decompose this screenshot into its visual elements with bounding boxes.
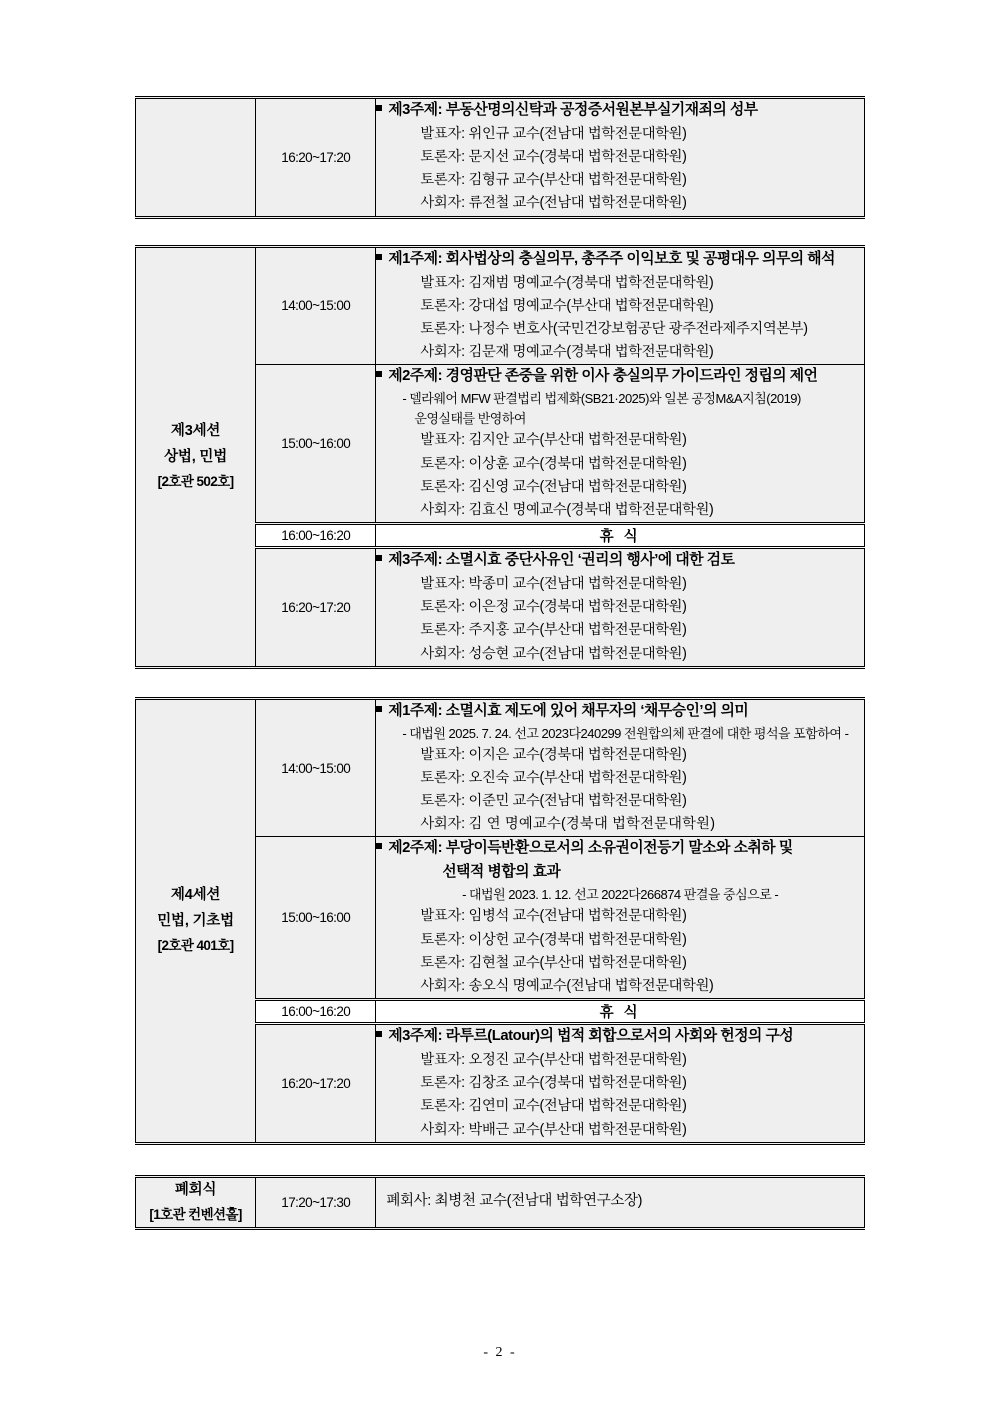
- square-bullet-icon: [376, 706, 382, 712]
- person-line: [376, 975, 864, 998]
- content-cell: [376, 837, 865, 1000]
- person-line: [376, 192, 864, 215]
- content-cell: [376, 98, 865, 218]
- session-label-cell: [136, 698, 256, 1143]
- table-session4: [135, 697, 865, 1145]
- person-role: 발표자:: [420, 1052, 465, 1069]
- person-role: 토론자:: [420, 769, 465, 786]
- table-row: [136, 1176, 865, 1228]
- topic-subtitle: - 대법원 2025. 7. 24. 선고 2023다240299 전원합의체 판결에 대한 평석을 포함하여 -: [402, 725, 849, 741]
- square-bullet-icon: [376, 1031, 382, 1037]
- person-line: [376, 596, 864, 619]
- person-role: 토론자:: [420, 320, 465, 337]
- person-role: 사회자:: [420, 977, 465, 994]
- content-cell: [376, 1024, 865, 1144]
- person-line: [376, 1119, 864, 1142]
- closing-title: 폐회식: [174, 1181, 217, 1198]
- person-role: 토론자:: [420, 1098, 465, 1115]
- person-line: [376, 341, 864, 364]
- time-cell: 16:20~17:20: [256, 548, 376, 668]
- person-line: [376, 929, 864, 952]
- person-name: 박종미 교수(전남대 법학전문대학원): [468, 576, 687, 593]
- person-name: 류전철 교수(전남대 법학전문대학원): [468, 195, 687, 212]
- person-name: 이은정 교수(경북대 법학전문대학원): [468, 599, 687, 616]
- person-line: [376, 952, 864, 975]
- person-line: [376, 1049, 864, 1072]
- person-role: 발표자:: [420, 908, 465, 925]
- person-line: [376, 429, 864, 452]
- time-cell: 16:00~16:20: [256, 524, 376, 548]
- content-cell: [376, 365, 865, 524]
- person-name: 강대섭 명예교수(부산대 법학전문대학원): [468, 297, 714, 314]
- topic-text: 제3주제: 라투르(Latour)의 법적 회합으로서의 사회와 헌정의 구성: [388, 1028, 794, 1045]
- person-line: [376, 499, 864, 522]
- time-cell: 14:00~15:00: [256, 698, 376, 837]
- person-name: 김형규 교수(부산대 법학전문대학원): [468, 172, 687, 189]
- time-cell: 16:20~17:20: [256, 1024, 376, 1144]
- person-line: [376, 813, 864, 836]
- person-role: 토론자:: [420, 793, 465, 810]
- person-name: 송오식 명예교수(전남대 법학전문대학원): [468, 977, 714, 994]
- topic-line: [376, 99, 864, 123]
- person-role: 발표자:: [420, 274, 465, 291]
- closing-label-cell: [136, 1176, 256, 1228]
- person-role: 토론자:: [420, 599, 465, 616]
- topic-text: 제1주제: 소멸시효 제도에 있어 채무자의 ‘채무승인’의 의미: [388, 702, 749, 719]
- person-role: 사회자:: [420, 344, 465, 361]
- schedule-table-session4: [135, 697, 865, 1145]
- person-name: 김창조 교수(경북대 법학전문대학원): [468, 1075, 687, 1092]
- subtitle-text: - 델라웨어 MFW 판결법리 법제화(SB21·2025)와 일본 공정M&A지침(2019): [402, 391, 801, 407]
- square-bullet-icon: [376, 371, 382, 377]
- person-name: 성승현 교수(전남대 법학전문대학원): [468, 645, 687, 662]
- session-title: 제4세션: [170, 887, 221, 904]
- person-role: 발표자:: [420, 432, 465, 449]
- person-line: [376, 272, 864, 295]
- time-cell: 15:00~16:00: [256, 837, 376, 1000]
- topic-line: [376, 1025, 864, 1049]
- time-cell: 15:00~16:00: [256, 365, 376, 524]
- person-role: 발표자:: [420, 576, 465, 593]
- session-label-cell: [136, 98, 256, 218]
- person-role: 토론자:: [420, 172, 465, 189]
- person-line: [376, 643, 864, 666]
- content-cell: [376, 246, 865, 365]
- table-session3: [135, 245, 865, 669]
- topic-text: 제3주제: 소멸시효 중단사유인 ‘권리의 행사’에 대한 검토: [388, 552, 735, 569]
- topic-subtitle: [376, 389, 864, 429]
- person-role: 토론자:: [420, 931, 465, 948]
- session-title: 제3세션: [170, 423, 221, 440]
- table-closing: [135, 1175, 865, 1230]
- person-name: 오정진 교수(부산대 법학전문대학원): [468, 1052, 687, 1069]
- topic-line: [376, 549, 864, 573]
- person-name: 김효신 명예교수(경북대 법학전문대학원): [468, 501, 714, 518]
- person-line: [376, 573, 864, 596]
- session-subject: 민법, 기초법: [157, 912, 234, 929]
- person-role: 발표자:: [420, 746, 465, 763]
- topic-text: 제2주제: 부당이득반환으로서의 소유권이전등기 말소와 소취하 및: [388, 840, 793, 857]
- page-number: - 2 -: [483, 1345, 517, 1360]
- person-role: 사회자:: [420, 645, 465, 662]
- person-role: 토론자:: [420, 478, 465, 495]
- person-role: 토론자:: [420, 1075, 465, 1092]
- topic-subtitle: - 대법원 2023. 1. 12. 선고 2022다266874 판결을 중심으로 -: [462, 887, 779, 903]
- square-bullet-icon: [376, 843, 382, 849]
- time-cell: 16:20~17:20: [256, 98, 376, 218]
- person-name: 이지은 교수(경북대 법학전문대학원): [468, 746, 687, 763]
- topic-text: 제3주제: 부동산명의신탁과 공정증서원본부실기재죄의 성부: [388, 102, 758, 118]
- content-cell: [376, 548, 865, 668]
- table-row: [136, 698, 865, 837]
- person-name: 주지홍 교수(부산대 법학전문대학원): [468, 622, 687, 639]
- topic-text: 제2주제: 경영판단 존중을 위한 이사 충실의무 가이드라인 정립의 제언: [388, 368, 818, 385]
- topic-line: [376, 365, 864, 389]
- person-role: 사회자:: [420, 195, 465, 212]
- time-cell: 16:00~16:20: [256, 1000, 376, 1024]
- time-cell: 14:00~15:00: [256, 246, 376, 365]
- person-name: 이상훈 교수(경북대 법학전문대학원): [468, 455, 687, 472]
- person-name: 위인규 교수(전남대 법학전문대학원): [468, 125, 687, 142]
- closing-room: [1호관 컨벤션홀]: [149, 1207, 242, 1223]
- person-name: 오진숙 교수(부산대 법학전문대학원): [468, 769, 687, 786]
- session-subject: 상법, 민법: [164, 448, 228, 465]
- person-name: 김문재 명예교수(경북대 법학전문대학원): [468, 344, 714, 361]
- person-line: [376, 905, 864, 928]
- person-line: [376, 1072, 864, 1095]
- square-bullet-icon: [376, 555, 382, 561]
- person-line: [376, 476, 864, 499]
- person-role: 토론자:: [420, 455, 465, 472]
- person-name: 임병석 교수(전남대 법학전문대학원): [468, 908, 687, 925]
- person-role: 사회자:: [420, 501, 465, 518]
- person-role: 사회자:: [420, 1121, 465, 1138]
- table-row: [136, 98, 865, 218]
- topic-line: [376, 700, 864, 724]
- topic-line: [376, 837, 864, 861]
- person-role: 토론자:: [420, 149, 465, 166]
- person-name: 김신영 교수(전남대 법학전문대학원): [468, 478, 687, 495]
- person-name: 김 연 명예교수(경북대 법학전문대학원): [468, 816, 716, 833]
- program-page: [135, 0, 865, 1403]
- topic-line: [376, 248, 864, 272]
- person-line: [376, 1095, 864, 1118]
- person-line: [376, 619, 864, 642]
- schedule-table-session3: [135, 245, 865, 669]
- person-line: [376, 123, 864, 146]
- person-line: [376, 146, 864, 169]
- schedule-table-continuation: [135, 96, 865, 219]
- session-room: [2호관 502호]: [157, 474, 234, 490]
- session-room: [2호관 401호]: [157, 938, 234, 954]
- break-label: 휴 식: [376, 524, 865, 548]
- person-line: [376, 295, 864, 318]
- person-role: 토론자:: [420, 297, 465, 314]
- person-line: [376, 790, 864, 813]
- session-label-cell: [136, 246, 256, 667]
- person-name: 박배근 교수(부산대 법학전문대학원): [468, 1121, 687, 1138]
- square-bullet-icon: [376, 254, 382, 260]
- person-line: [376, 453, 864, 476]
- table-row: [136, 246, 865, 365]
- topic-text: 제1주제: 회사법상의 충실의무, 총주주 이익보호 및 공평대우 의무의 해석: [388, 250, 835, 267]
- person-line: [376, 318, 864, 341]
- content-cell: [376, 698, 865, 837]
- time-cell: 17:20~17:30: [256, 1176, 376, 1228]
- person-role: 사회자:: [420, 816, 465, 833]
- person-name: 김연미 교수(전남대 법학전문대학원): [468, 1098, 687, 1115]
- person-name: 김재범 명예교수(경북대 법학전문대학원): [468, 274, 714, 291]
- person-line: [376, 744, 864, 767]
- table-top: [135, 96, 865, 219]
- person-name: 이준민 교수(전남대 법학전문대학원): [468, 793, 687, 810]
- person-name: 나정수 변호사(국민건강보험공단 광주전라제주지역본부): [468, 320, 808, 337]
- person-role: 토론자:: [420, 622, 465, 639]
- person-line: [376, 169, 864, 192]
- person-role: 토론자:: [420, 954, 465, 971]
- person-name: 김지안 교수(부산대 법학전문대학원): [468, 432, 687, 449]
- person-role: 발표자:: [420, 125, 465, 142]
- schedule-table-closing: [135, 1175, 865, 1230]
- topic-text-cont: 선택적 병합의 효과: [442, 864, 561, 881]
- break-label: 휴 식: [376, 1000, 865, 1024]
- person-name: 이상헌 교수(경북대 법학전문대학원): [468, 931, 687, 948]
- person-line: [376, 767, 864, 790]
- person-name: 김현철 교수(부산대 법학전문대학원): [468, 954, 687, 971]
- content-cell: 폐회사: 최병천 교수(전남대 법학연구소장): [376, 1176, 865, 1228]
- square-bullet-icon: [376, 105, 382, 111]
- person-name: 문지선 교수(경북대 법학전문대학원): [468, 149, 687, 166]
- subtitle-text-cont: 운영실태를 반영하여: [414, 411, 526, 427]
